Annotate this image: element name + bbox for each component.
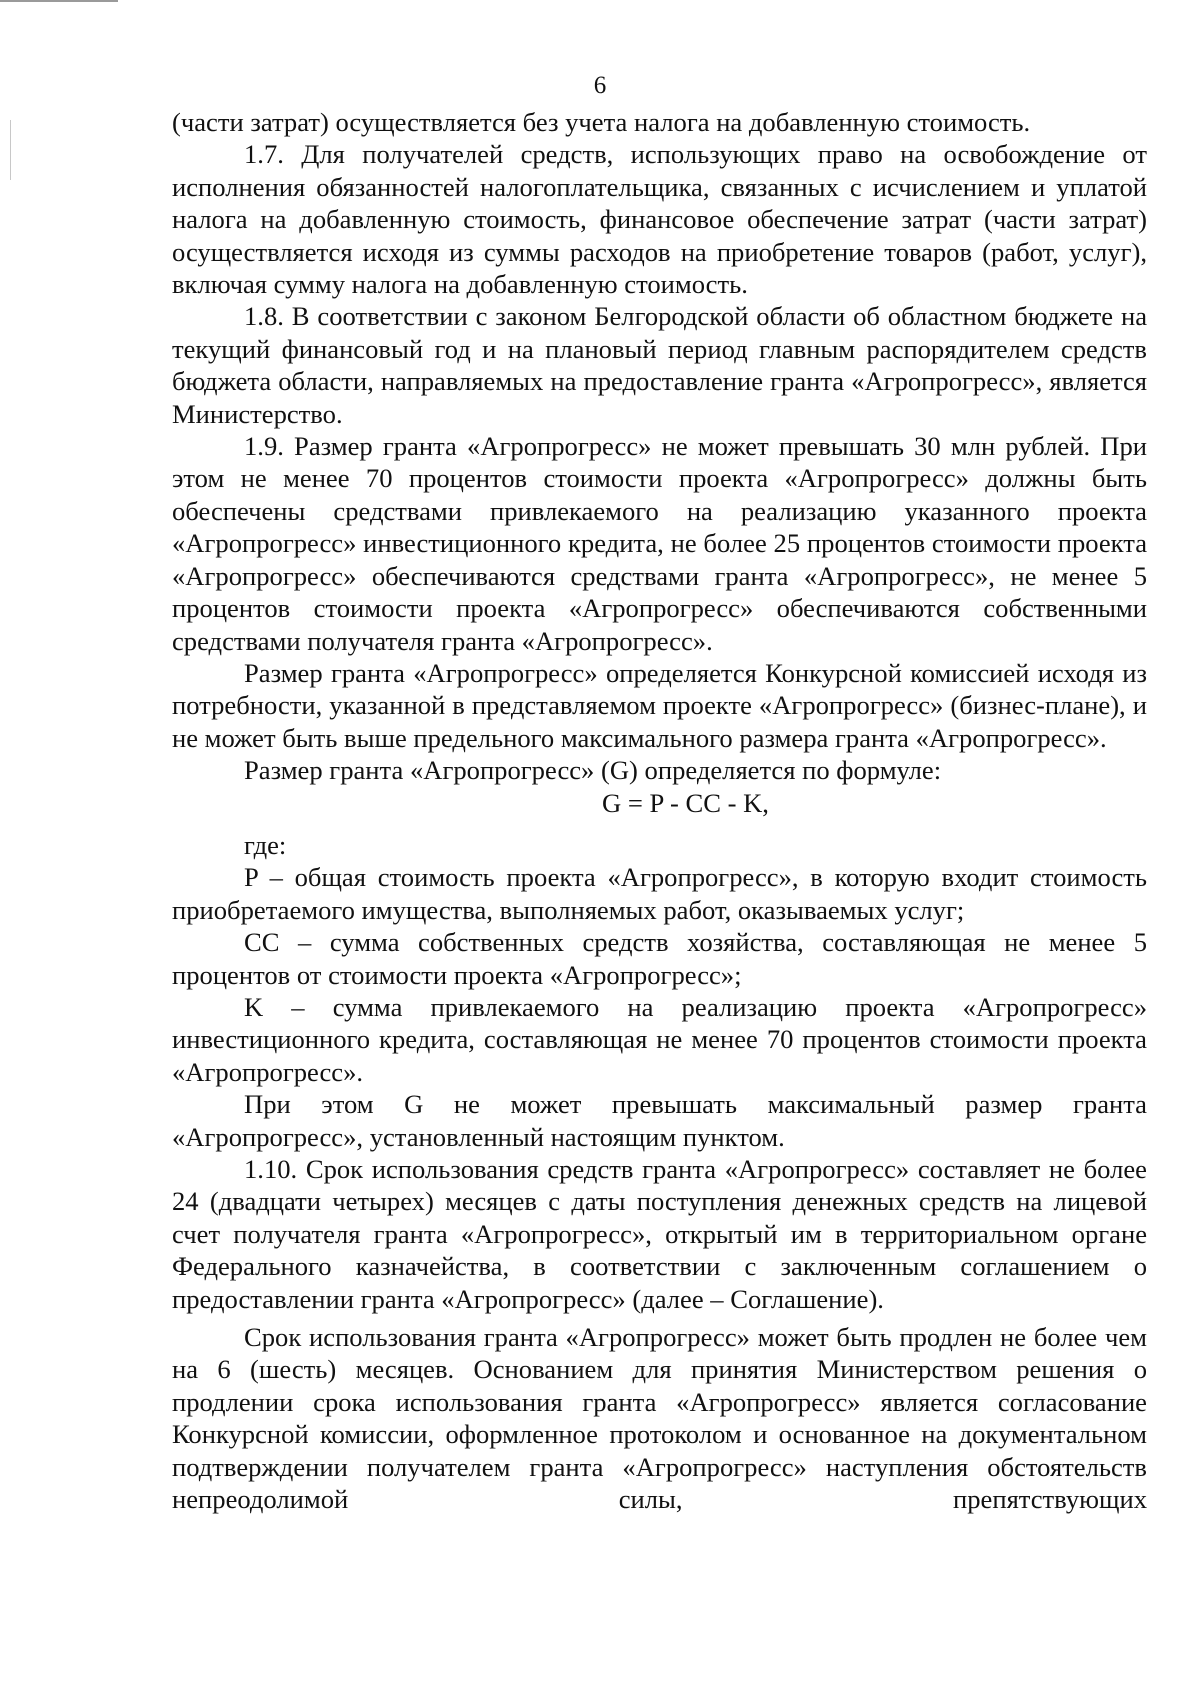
definition-p: P – общая стоимость проекта «Агропрогресс», в которую входит стоимость приобретаемого имущества, выполняемых работ, оказываемых услуг; [172, 862, 1147, 925]
formula-where-label: где: [244, 829, 287, 860]
page-number: 6 [593, 72, 607, 99]
document-body [172, 106, 1147, 1515]
definition-k: K – сумма привлекаемого на реализацию проекта «Агропрогресс» инвестиционного кредита, составляющая не менее 70 процентов стоимости проекта «Агропрогресс». [172, 991, 1147, 1087]
paragraph-1-10: 1.10. Срок использования средств гранта «Агропрогресс» составляет не более 24 (двадцати четырех) месяцев с даты поступления денежных средств на лицевой счет получателя гранта «Агропрогресс», открытый им в территориальном органе Федерального казначейства, в соответствии с заключенным соглашением о предоставлении гранта «Агропрогресс» (далее – Соглашение). [172, 1154, 1147, 1314]
scan-edge-mark [0, 0, 118, 2]
paragraph-formula-intro: Размер гранта «Агропрогресс» (G) определяется по формуле: [244, 755, 942, 786]
paragraph-1-9: 1.9. Размер гранта «Агропрогресс» не может превышать 30 млн рублей. При этом не менее 70 процентов стоимости проекта «Агропрогресс» должны быть обеспечены средствами привлекаемого на реализацию указанного проекта «Агропрогресс» инвестиционного кредита, не более 25 процентов стоимости проекта «Агропрогресс» обеспечиваются средствами гранта «Агропрогресс», не менее 5 процентов стоимости проекта «Агропрогресс» обеспечиваются собственными средствами получателя гранта «Агропрогресс». [172, 431, 1147, 656]
paragraph-1-7: 1.7. Для получателей средств, использующих право на освобождение от исполнения обязанностей налогоплательщика, связанных с исчислением и уплатой налога на добавленную стоимость, финансовое обеспечение затрат (части затрат) осуществляется исходя из суммы расходов на приобретение товаров (работ, услуг), включая сумму налога на добавленную стоимость. [172, 139, 1147, 300]
paragraph-extension: Срок использования гранта «Агропрогресс» может быть продлен не более чем на 6 (шесть) месяцев. Основанием для принятия Министерством решения о продлении срока использования гранта «Агропрогресс» является согласование Конкурсной комиссии, оформленное протоколом и основанное на документальном подтверждении получателем гранта «Агропрогресс» наступления обстоятельств непреодолимой силы, препятствующих [172, 1322, 1147, 1515]
formula: G = P - CC - K, [602, 787, 769, 818]
scan-margin-mark [10, 120, 11, 180]
definition-cc: CC – сумма собственных средств хозяйства, составляющая не менее 5 процентов от стоимости проекта «Агропрогресс»; [172, 927, 1147, 990]
paragraph-grant-size: Размер гранта «Агропрогресс» определяется Конкурсной комиссией исходя из потребности, указанной в представляемом проекте «Агропрогресс» (бизнес-плане), и не может быть выше предельного максимального размера гранта «Агропрогресс». [172, 657, 1147, 753]
paragraph-continuation: (части затрат) осуществляется без учета налога на добавленную стоимость. [172, 107, 1031, 137]
paragraph-1-8: 1.8. В соответствии с законом Белгородской области об областном бюджете на текущий финансовый год и на плановый период главным распорядителем средств бюджета области, направляемых на предоставление гранта «Агропрогресс», является Министерство. [172, 301, 1147, 429]
paragraph-g-limit: При этом G не может превышать максимальный размер гранта «Агропрогресс», установленный настоящим пунктом. [172, 1089, 1147, 1152]
